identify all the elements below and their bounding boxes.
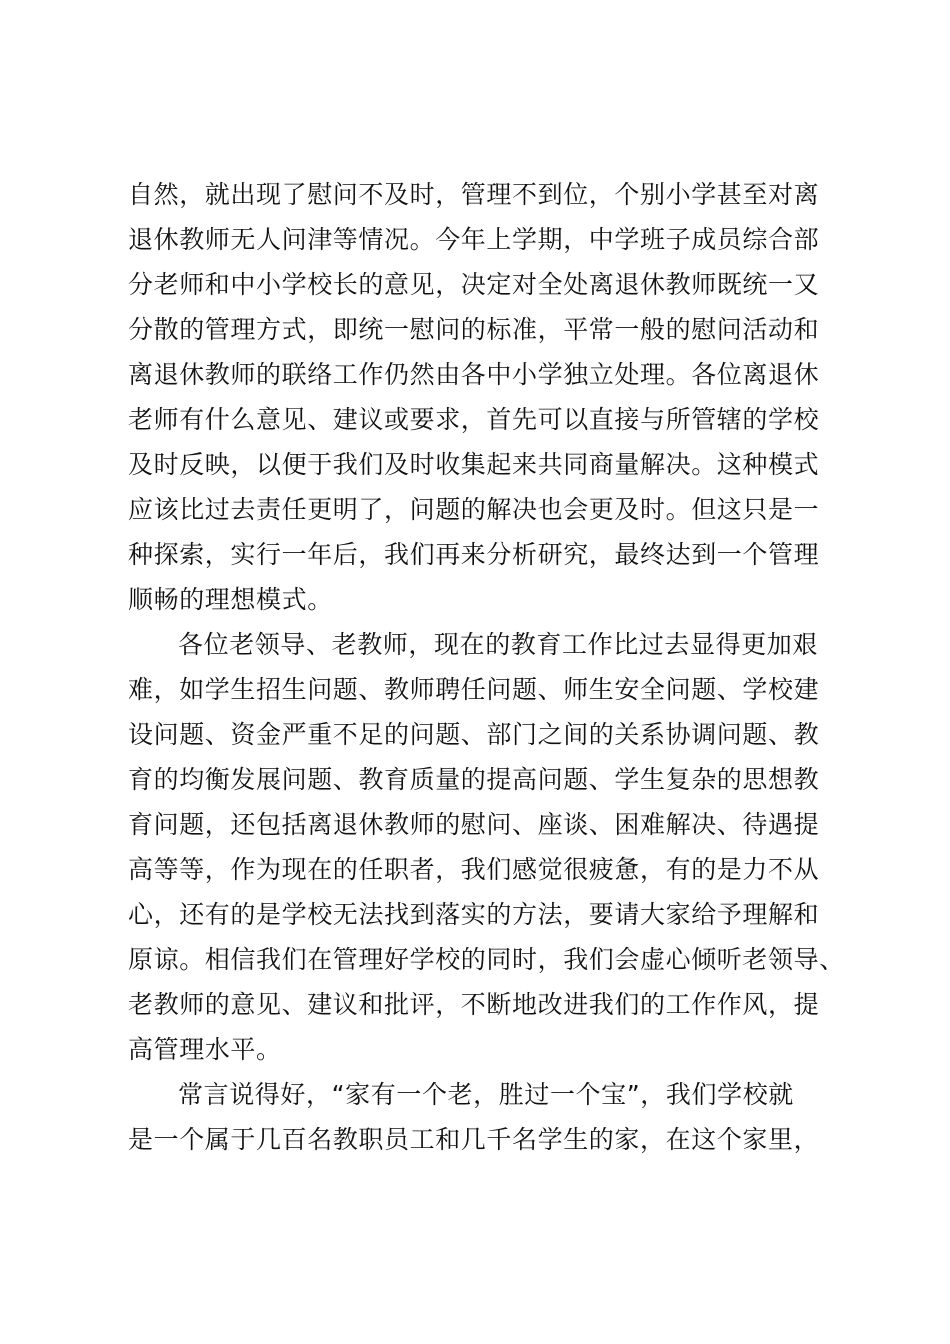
- text-line: 老教师的意见、建议和批评，不断地改进我们的工作作风，提: [128, 990, 820, 1019]
- text-line: 育问题，还包括离退休教师的慰问、座谈、困难解决、待遇提: [128, 810, 820, 839]
- text-line: 自然，就出现了慰问不及时，管理不到位，个别小学甚至对离: [128, 180, 820, 209]
- text-line: 顺畅的理想模式。: [128, 585, 333, 614]
- text-line: 分老师和中小学校长的意见，决定对全处离退休教师既统一又: [128, 270, 820, 299]
- text-line: 心，还有的是学校无法找到落实的方法，要请大家给予理解和: [128, 900, 820, 929]
- text-line: 及时反映，以便于我们及时收集起来共同商量解决。这种模式: [128, 450, 820, 479]
- text-line: 是一个属于几百名教职员工和几千名学生的家，在这个家里，: [128, 1125, 820, 1154]
- text-line: 高管理水平。: [128, 1035, 282, 1064]
- text-line: 设问题、资金严重不足的问题、部门之间的关系协调问题、教: [128, 720, 820, 749]
- text-line: 种探索，实行一年后，我们再来分析研究，最终达到一个管理: [128, 540, 820, 569]
- text-line: 退休教师无人问津等情况。今年上学期，中学班子成员综合部: [128, 225, 820, 254]
- paragraph-first-line: 常言说得好，“家有一个老，胜过一个宝”，我们学校就: [178, 1080, 794, 1109]
- paragraph-first-line: 各位老领导、老教师，现在的教育工作比过去显得更加艰: [178, 630, 819, 659]
- text-line: 老师有什么意见、建议或要求，首先可以直接与所管辖的学校: [128, 405, 820, 434]
- text-line: 分散的管理方式，即统一慰问的标准，平常一般的慰问活动和: [128, 315, 820, 344]
- text-line: 应该比过去责任更明了，问题的解决也会更及时。但这只是一: [128, 495, 820, 524]
- text-line: 原谅。相信我们在管理好学校的同时，我们会虚心倾听老领导、: [128, 945, 845, 974]
- text-line: 高等等，作为现在的任职者，我们感觉很疲惫，有的是力不从: [128, 855, 820, 884]
- text-line: 离退休教师的联络工作仍然由各中小学独立处理。各位离退休: [128, 360, 820, 389]
- text-line: 育的均衡发展问题、教育质量的提高问题、学生复杂的思想教: [128, 765, 820, 794]
- text-line: 难，如学生招生问题、教师聘任问题、师生安全问题、学校建: [128, 675, 820, 704]
